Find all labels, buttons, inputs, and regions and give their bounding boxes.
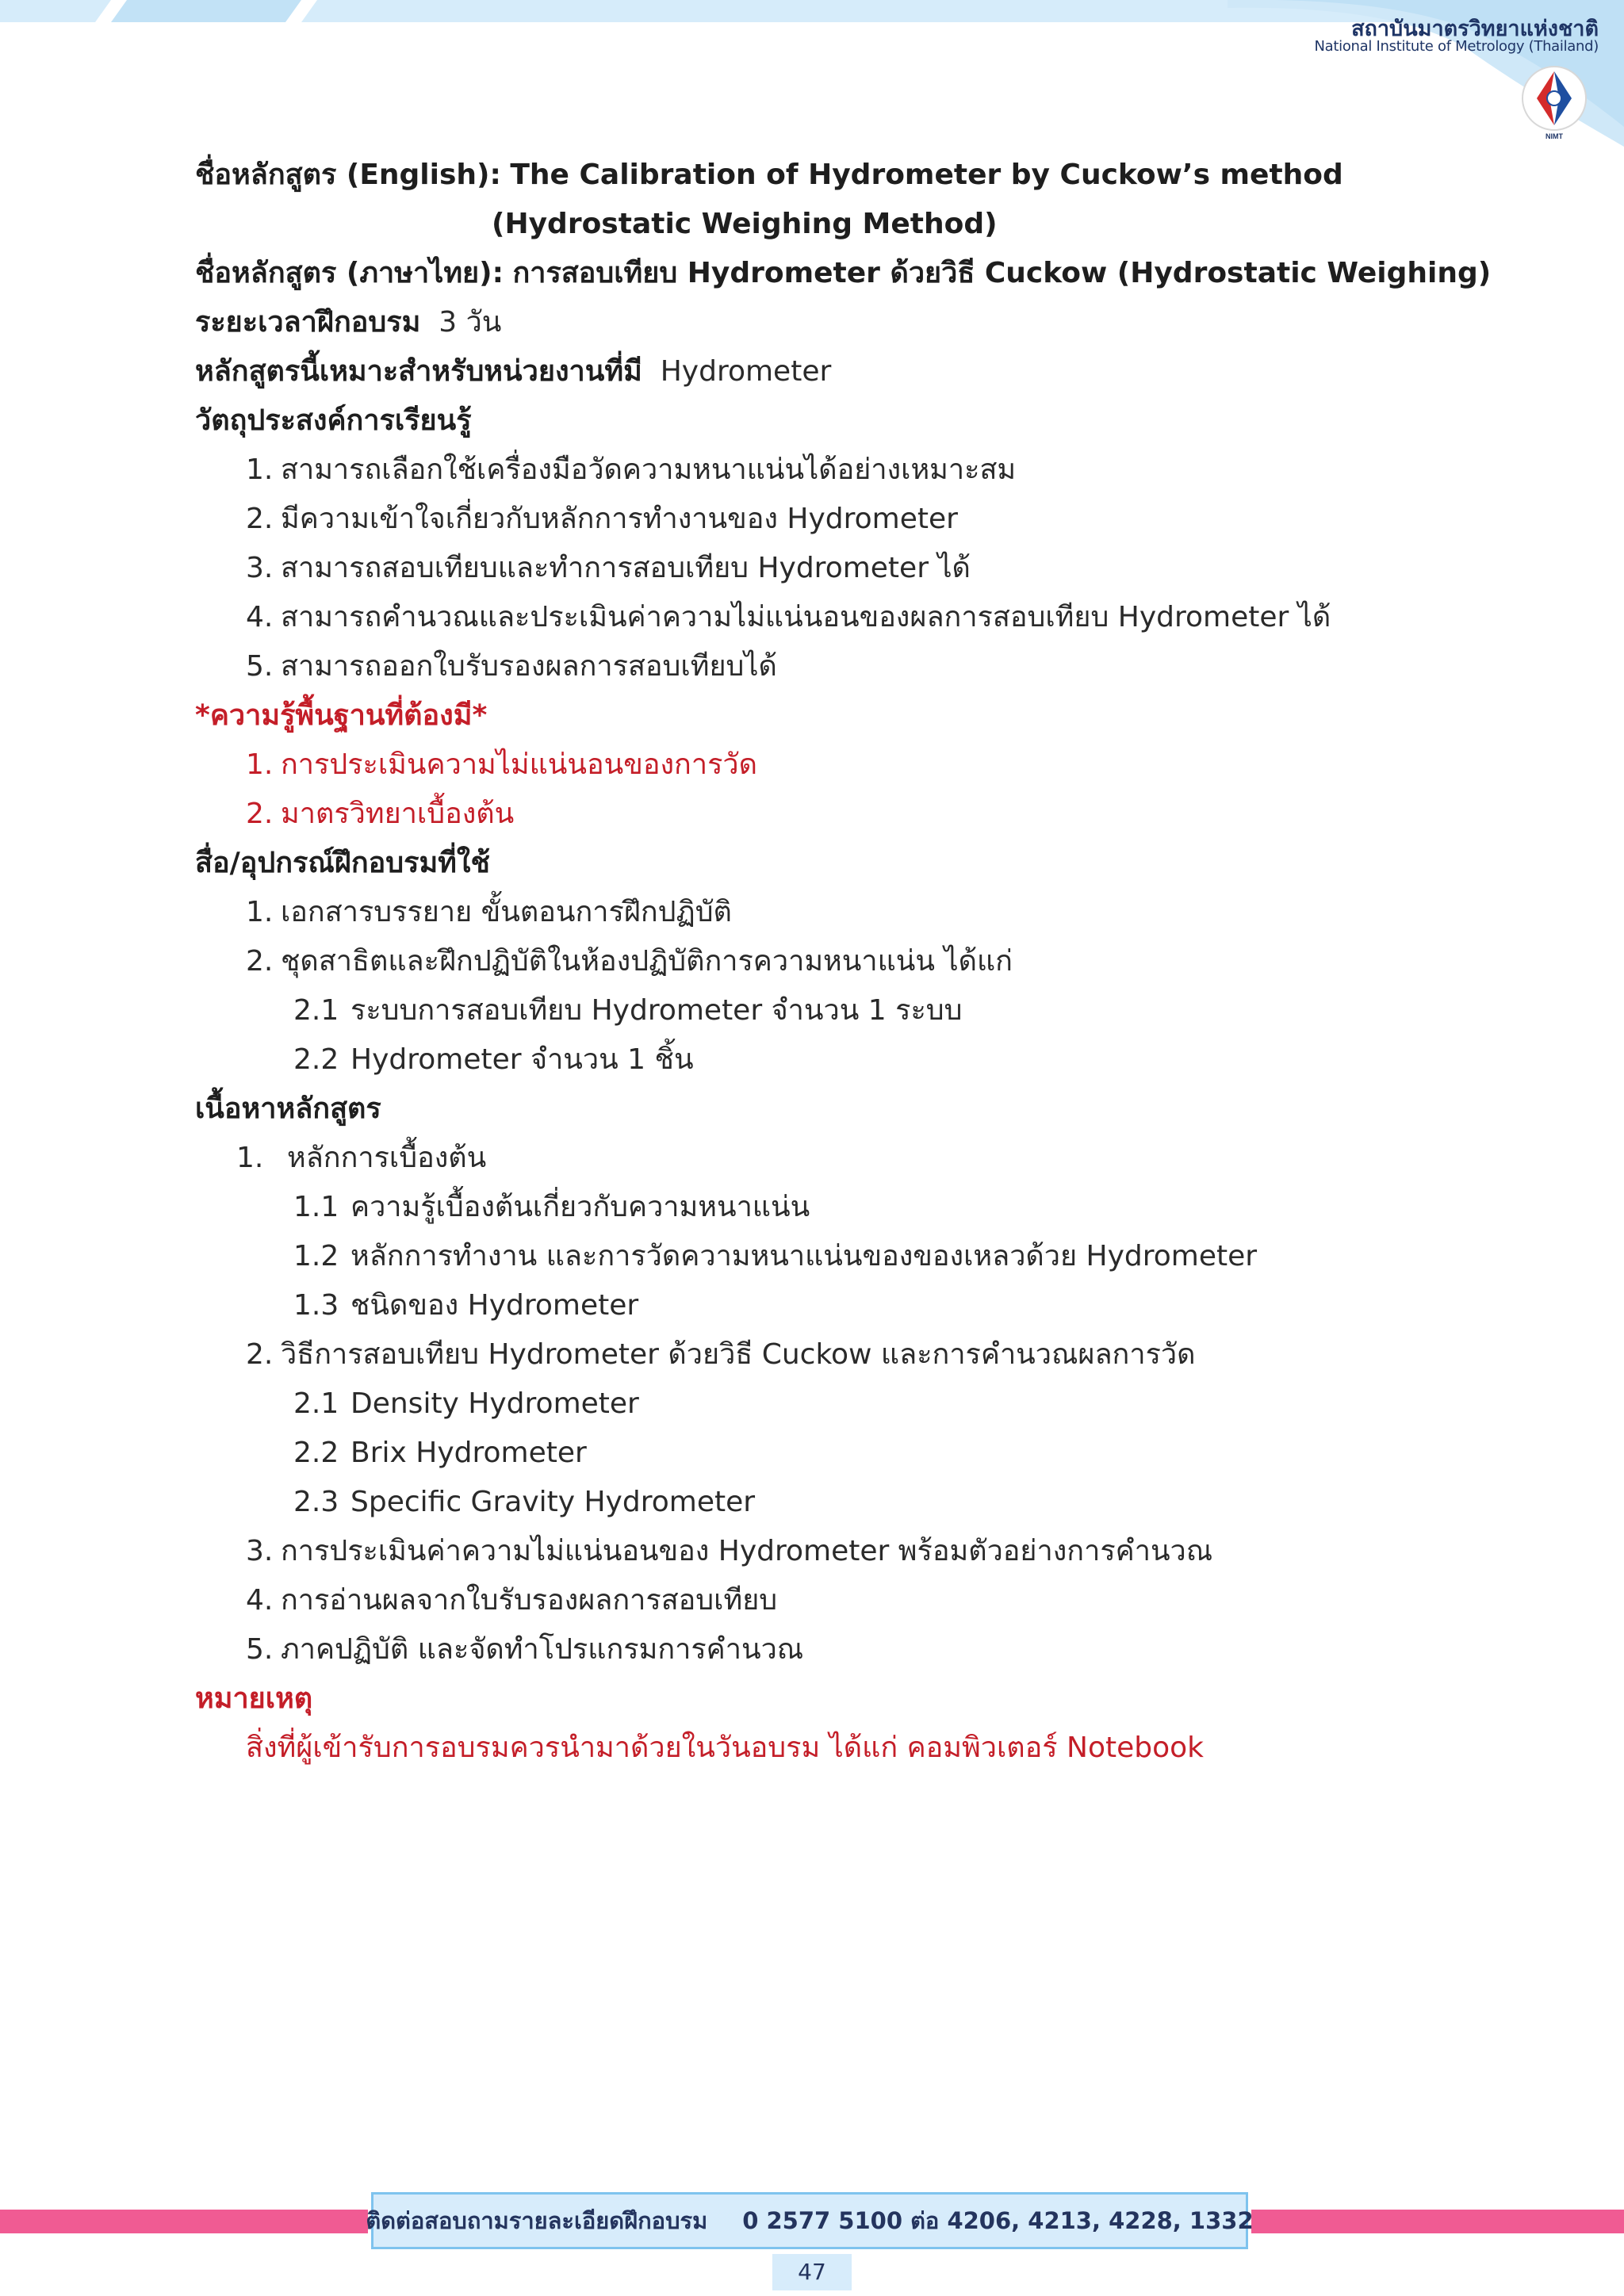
item-number: 4. [246,1584,274,1617]
title-en-row [195,151,1480,200]
item-number: 1.2 [293,1240,339,1272]
nimt-logo [1515,62,1594,141]
item-text: สามารถเลือกใช้เครื่องมือวัดความหนาแน่นได้อย่างเหมาะสม [281,453,1017,486]
suitable-label: หลักสูตรนี้เหมาะสำหรับหน่วยงานที่มี [195,355,642,388]
sub-list-item [195,1429,1480,1478]
item-number: 2. [246,1338,274,1371]
item-text: Hydrometer จำนวน 1 ชิ้น [350,1043,694,1076]
item-text: Density Hydrometer [350,1387,639,1420]
item-number: 1.3 [293,1289,339,1322]
sub-list-item [195,1232,1480,1281]
list-item [195,790,1480,839]
list-item [195,495,1480,544]
item-text: มาตรวิทยาเบื้องต้น [281,798,515,830]
suitable-row [195,347,1480,396]
list-item [195,1625,1480,1674]
sub-list-item [195,1035,1480,1085]
course-content [195,151,1492,1773]
item-text: สามารถออกใบรับรองผลการสอบเทียบได้ [281,650,777,683]
item-text: Brix Hydrometer [350,1437,587,1469]
org-name-th: สถาบันมาตรวิทยาแห่งชาติ [1351,17,1599,41]
item-text: Specific Gravity Hydrometer [350,1486,756,1518]
list-item [195,937,1480,986]
list-item [195,446,1480,495]
item-number: 2. [246,798,274,830]
list-item [195,888,1480,937]
item-text: หลักการทำงาน และการวัดความหนาแน่นของของเหลวด้วย Hydrometer [350,1240,1258,1272]
item-number: 5. [246,1633,274,1666]
page-number: 47 [772,2254,852,2290]
item-number: 2.3 [293,1486,339,1518]
item-number: 2.1 [293,994,339,1027]
item-number: 2. [246,945,274,978]
org-name-en: National Institute of Metrology (Thailand) [1314,38,1599,55]
item-number: 4. [246,601,274,633]
item-text: สามารถคำนวณและประเมินค่าความไม่แน่นอนของผลการสอบเทียบ Hydrometer ได้ [281,601,1331,633]
item-number: 3. [246,552,274,584]
title-th-row [195,249,1492,298]
list-item [195,740,1480,790]
item-text: ความรู้เบื้องต้นเกี่ยวกับความหนาแน่น [350,1191,810,1223]
item-text: ภาคปฏิบัติ และจัดทำโปรแกรมการคำนวณ [281,1633,804,1666]
item-text: การประเมินค่าความไม่แน่นอนของ Hydrometer พร้อมตัวอย่างการคำนวณ [281,1535,1213,1567]
content-heading: เนื้อหาหลักสูตร [195,1093,381,1125]
item-text: ระบบการสอบเทียบ Hydrometer จำนวน 1 ระบบ [350,994,963,1027]
list-item [195,642,1480,691]
item-number: 5. [246,650,274,683]
item-number: 1. [246,453,274,486]
sub-list-item [195,1478,1480,1527]
item-number: 1. [246,896,274,928]
contact-phone[interactable]: 0 2577 5100 ต่อ 4206, 4213, 4228, 1332 [742,2207,1254,2234]
item-text: สามารถสอบเทียบและทำการสอบเทียบ Hydrometer ได้ [281,552,971,584]
title-th-label: ชื่อหลักสูตร (ภาษาไทย): [195,257,504,289]
title-en-label: ชื่อหลักสูตร (English): [195,159,501,191]
list-item [195,593,1480,642]
media-heading: สื่อ/อุปกรณ์ฝึกอบรมที่ใช้ [195,847,490,879]
item-number: 1. [246,748,274,781]
item-number: 1. [236,1142,264,1174]
item-number: 2.1 [293,1387,339,1420]
duration-row [195,298,1480,347]
item-number: 2.2 [293,1437,339,1469]
sub-list-item [195,1380,1480,1429]
item-number: 2.2 [293,1043,339,1076]
contact-box [366,2192,1254,2249]
list-item [195,1527,1480,1576]
item-text: หลักการเบื้องต้น [287,1142,487,1174]
contact-label: ติดต่อสอบถามรายละเอียดฝึกอบรม [366,2207,708,2234]
prereq-heading: *ความรู้พื้นฐานที่ต้องมี* [195,699,488,732]
list-item [195,1134,1480,1183]
item-text: วิธีการสอบเทียบ Hydrometer ด้วยวิธี Cuckow และการคำนวณผลการวัด [281,1338,1196,1371]
item-text: ชนิดของ Hydrometer [350,1289,639,1322]
item-text: มีความเข้าใจเกี่ยวกับหลักการทำงานของ Hydrometer [281,503,958,535]
list-item [195,1576,1480,1625]
note-text: สิ่งที่ผู้เข้ารับการอบรมควรนำมาด้วยในวันอบรม ได้แก่ คอมพิวเตอร์ Notebook [246,1732,1205,1764]
item-text: เอกสารบรรยาย ขั้นตอนการฝึกปฏิบัติ [281,896,732,928]
sub-list-item [195,986,1480,1035]
title-en-line2: (Hydrostatic Weighing Method) [492,208,998,240]
item-number: 1.1 [293,1191,339,1223]
suitable-value: Hydrometer [660,355,832,388]
item-text: การประเมินความไม่แน่นอนของการวัด [281,748,757,781]
note-heading: หมายเหตุ [195,1682,313,1715]
duration-label: ระยะเวลาฝึกอบรม [195,306,421,339]
list-item [195,1330,1480,1380]
item-text: การอ่านผลจากใบรับรองผลการสอบเทียบ [281,1584,778,1617]
sub-list-item [195,1281,1480,1330]
list-item [195,544,1480,593]
logo-text: NIMT [1545,132,1563,140]
duration-value: 3 วัน [439,306,502,339]
item-number: 3. [246,1535,274,1567]
item-number: 2. [246,503,274,535]
objectives-heading: วัตถุประสงค์การเรียนรู้ [195,404,472,437]
sub-list-item [195,1183,1480,1232]
title-th: การสอบเทียบ Hydrometer ด้วยวิธี Cuckow (Hydrostatic Weighing) [512,257,1492,289]
item-text: ชุดสาธิตและฝึกปฏิบัติในห้องปฏิบัติการความหนาแน่น ได้แก่ [281,945,1013,978]
title-en: The Calibration of Hydrometer by Cuckow’s method [510,159,1343,191]
